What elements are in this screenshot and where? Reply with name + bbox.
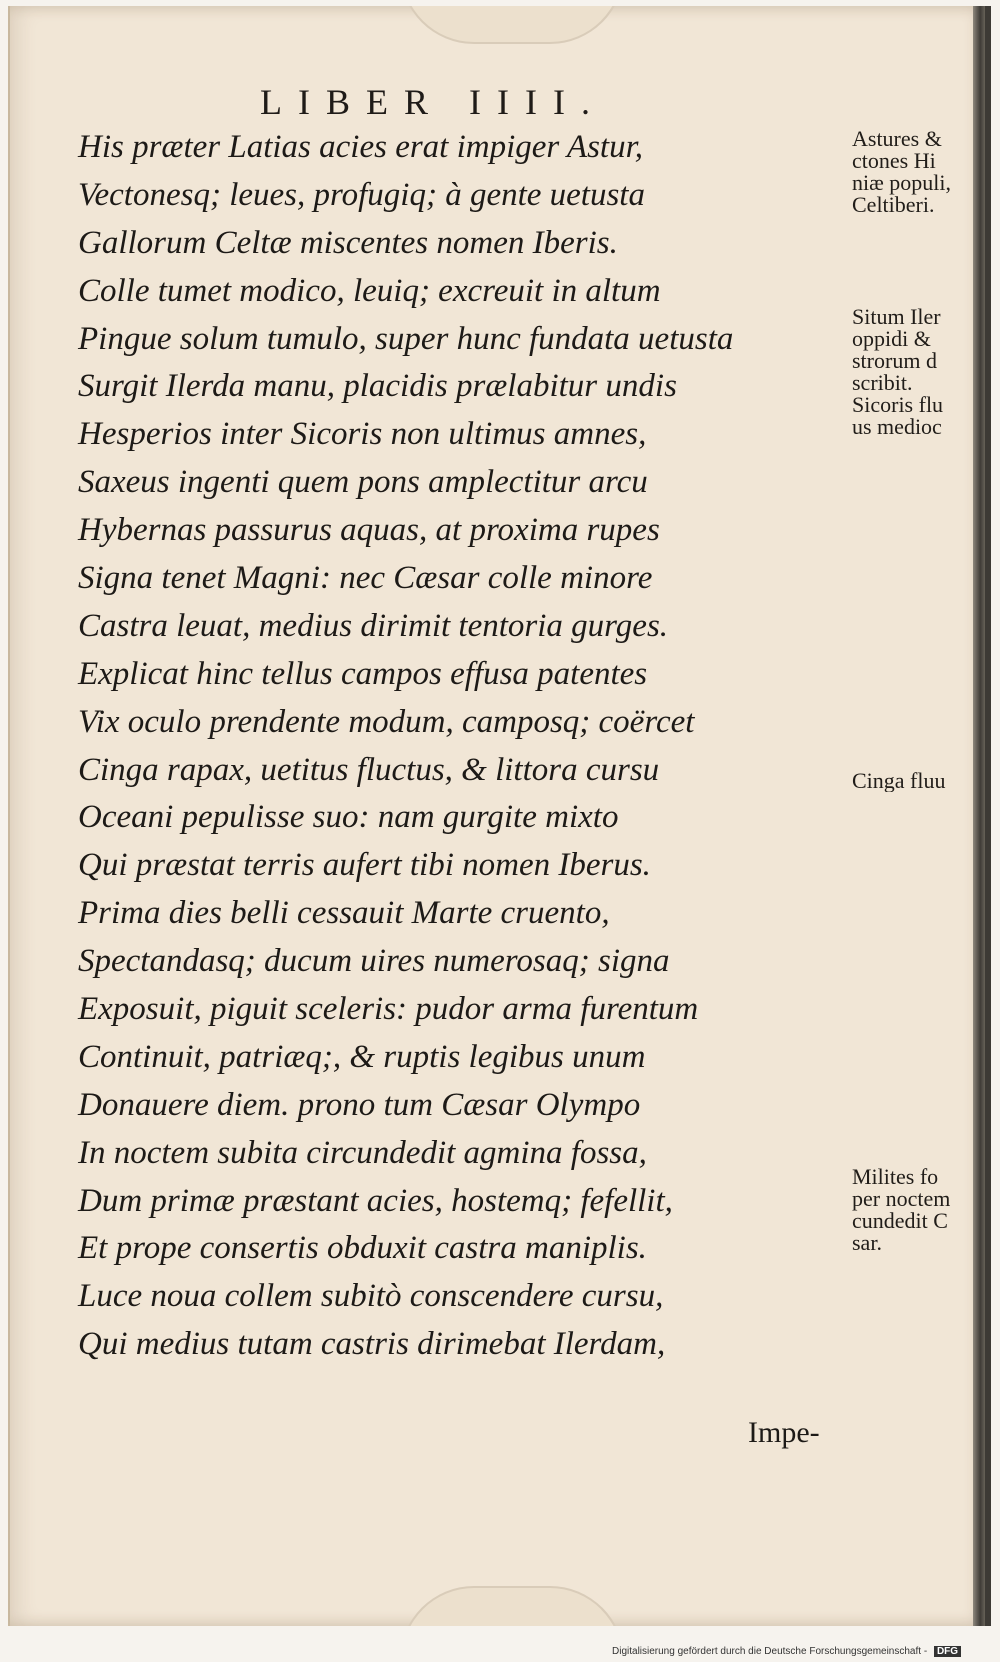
marginal-note-line: ctones Hi <box>852 148 936 173</box>
clip-tab-bottom <box>400 1586 624 1626</box>
marginal-note-line: sar. <box>852 1230 882 1254</box>
verse-line: Hybernas passurus aquas, at proxima rupes <box>78 512 660 549</box>
verse-line: Cinga rapax, uetitus fluctus, & littora cursu <box>78 751 660 788</box>
dfg-logo: DFG <box>934 1646 961 1657</box>
verse-line: Castra leuat, medius dirimit tentoria gurges. <box>78 607 669 644</box>
verse-line: Qui præstat terris aufert tibi nomen Iberus. <box>78 847 651 884</box>
verse-line: Vectonesq; leues, profugiq; à gente uetusta <box>78 176 645 213</box>
verse-line: Surgit Ilerda manu, placidis prælabitur undis <box>78 368 677 405</box>
marginal-note-line: niæ populi, <box>852 170 952 195</box>
marginal-note-line: oppidi & <box>852 326 931 351</box>
verse-line: Continuit, patriæq;, & ruptis legibus unum <box>78 1038 646 1075</box>
verse-line: Vix oculo prendente modum, camposq; coërcet <box>78 703 695 740</box>
marginal-note-line: cundedit C <box>852 1208 948 1233</box>
marginal-note-line: Cinga fluu <box>852 770 946 792</box>
marginal-note <box>852 770 991 792</box>
digitization-credit-text: Digitalisierung gefördert durch die Deutsche Forschungsgemeinschaft - <box>612 1646 928 1657</box>
book-page <box>8 6 991 1626</box>
verse-line: Oceani pepulisse suo: nam gurgite mixto <box>78 799 619 836</box>
verse-line: Colle tumet modico, leuiq; excreuit in altum <box>78 272 661 309</box>
verse-line: Qui medius tutam castris dirimebat Ilerdam, <box>78 1326 666 1363</box>
clip-tab-top <box>400 6 624 44</box>
marginal-note-line: Milites fo <box>852 1166 939 1189</box>
verse-line: Pingue solum tumulo, super hunc fundata uetusta <box>78 320 734 357</box>
catchword: Impe- <box>748 1416 820 1449</box>
verse-line: Donauere diem. prono tum Cæsar Olympo <box>78 1086 641 1123</box>
marginal-note <box>852 306 991 438</box>
verse-line: His præter Latias acies erat impiger Astur, <box>78 129 644 165</box>
verse-line: In noctem subita circundedit agmina fossa, <box>78 1134 647 1171</box>
verse-line: Spectandasq; ducum uires numerosaq; signa <box>78 943 670 980</box>
marginal-note-line: Sicoris flu <box>852 392 944 417</box>
running-head: LIBER IIII. <box>260 82 606 122</box>
marginal-note-line: per noctem <box>852 1186 951 1211</box>
verse-line: Prima dies belli cessauit Marte cruento, <box>78 895 610 932</box>
verse-line: Hesperios inter Sicoris non ultimus amnes, <box>78 416 647 453</box>
digitization-credit <box>612 1646 961 1657</box>
marginal-note-line: Situm Iler <box>852 306 941 329</box>
marginal-note-line: scribit. <box>852 370 913 395</box>
verse-line: Explicat hinc tellus campos effusa patentes <box>78 655 648 692</box>
verse-text <box>78 124 838 1369</box>
marginal-note-line: Celtiberi. <box>852 192 935 216</box>
marginal-note <box>852 128 991 216</box>
verse-line: Saxeus ingenti quem pons amplectitur arcu <box>78 464 648 501</box>
verse-line: Et prope consertis obduxit castra maniplis. <box>78 1230 647 1267</box>
page-edge <box>973 6 991 1626</box>
verse-line: Gallorum Celtæ miscentes nomen Iberis. <box>78 224 618 261</box>
marginal-note-line: strorum d <box>852 348 937 373</box>
verse-line: Dum primæ præstant acies, hostemq; fefellit, <box>78 1182 673 1219</box>
verse-line: Signa tenet Magni: nec Cæsar colle minore <box>78 560 653 597</box>
marginal-note-line: us medioc <box>852 414 942 438</box>
marginal-note-line: Astures & <box>852 128 942 151</box>
marginal-note <box>852 1166 991 1254</box>
verse-line: Luce noua collem subitò conscendere cursu, <box>78 1278 664 1315</box>
verse-line: Exposuit, piguit sceleris: pudor arma furentum <box>78 991 699 1028</box>
